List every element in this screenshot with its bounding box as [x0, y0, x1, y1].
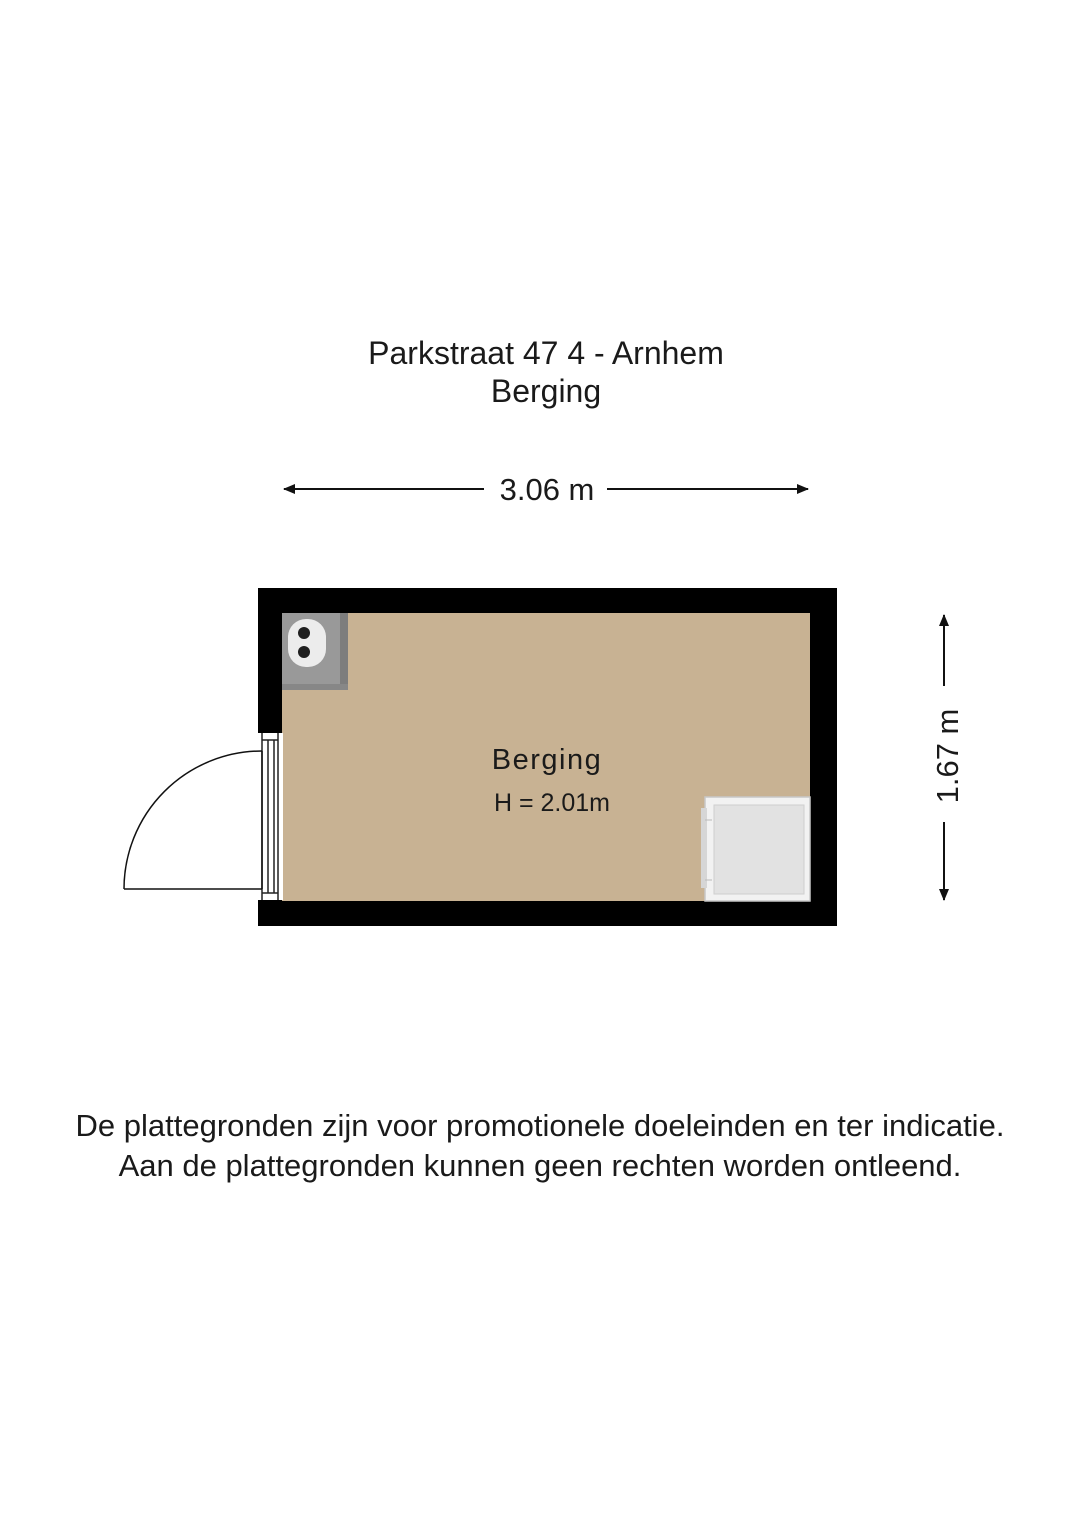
washing-machine-icon [701, 797, 810, 901]
width-label: 3.06 m [499, 472, 595, 507]
door-swing-icon [124, 751, 262, 889]
room-name: Berging [491, 744, 603, 776]
width-dimension [284, 472, 808, 507]
floor-title: Berging [490, 373, 602, 409]
height-dimension [930, 615, 965, 900]
boiler-icon [282, 613, 348, 690]
door-opening [256, 733, 283, 900]
disclaimer-line-2: Aan de plattegronden kunnen geen rechten worden ontleend. [118, 1148, 962, 1183]
address-title: Parkstraat 47 4 - Arnhem [368, 335, 724, 371]
disclaimer-line-1: De plattegronden zijn voor promotionele doeleinden en ter indicatie. [75, 1108, 1005, 1143]
room-ceiling-height: H = 2.01m [493, 789, 611, 817]
disclaimer [0, 1106, 1080, 1186]
height-label: 1.67 m [930, 708, 965, 804]
